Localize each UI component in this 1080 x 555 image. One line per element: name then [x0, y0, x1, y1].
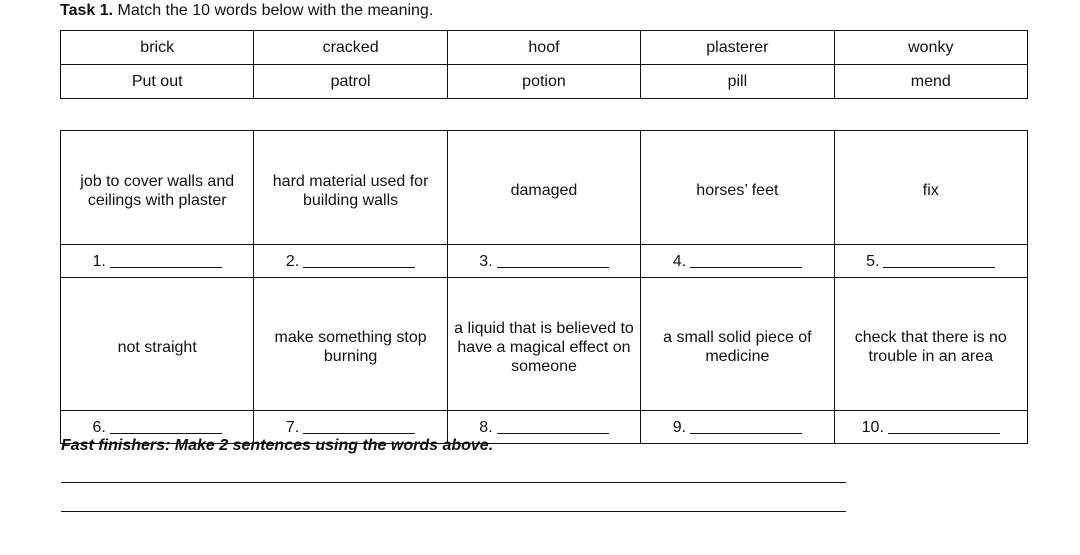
word-cell: potion — [447, 65, 640, 99]
answer-number: 8. — [479, 418, 493, 436]
meanings-table — [60, 130, 1028, 444]
answer-cell[interactable] — [641, 411, 834, 444]
answer-number: 9. — [672, 418, 687, 436]
definition-cell: job to cover walls and ceilings with plaster — [61, 131, 254, 245]
sentence-line-2[interactable] — [61, 511, 846, 512]
answer-blank[interactable] — [497, 433, 609, 434]
answer-cell[interactable] — [834, 411, 1027, 444]
word-cell: brick — [61, 31, 254, 65]
answer-number: 4. — [672, 252, 687, 270]
definition-cell: not straight — [61, 278, 254, 411]
definition-cell: damaged — [447, 131, 640, 245]
answer-cell[interactable] — [61, 245, 254, 278]
word-row — [61, 65, 1028, 99]
answer-cell[interactable] — [641, 245, 834, 278]
word-cell: pill — [641, 65, 834, 99]
answer-number: 1. — [92, 252, 106, 270]
answer-number: 3. — [479, 252, 493, 270]
task-number: Task 1. — [60, 2, 114, 19]
answer-blank[interactable] — [303, 433, 415, 434]
answer-blank[interactable] — [690, 267, 802, 268]
answer-row — [61, 245, 1028, 278]
answer-number: 2. — [285, 252, 300, 270]
answer-blank[interactable] — [110, 267, 222, 268]
answer-cell[interactable] — [447, 245, 640, 278]
definition-cell: make something stop burning — [254, 278, 447, 411]
answer-number: 5. — [866, 252, 880, 270]
answer-number: 6. — [92, 418, 106, 436]
definition-cell: horses’ feet — [641, 131, 834, 245]
word-cell: cracked — [254, 31, 447, 65]
answer-number: 7. — [285, 418, 300, 436]
answer-blank[interactable] — [303, 267, 415, 268]
definition-cell: a small solid piece of medicine — [641, 278, 834, 411]
task-title — [60, 1, 433, 21]
definition-cell: fix — [834, 131, 1027, 245]
answer-cell[interactable] — [834, 245, 1027, 278]
definition-row — [61, 131, 1028, 245]
word-row — [61, 31, 1028, 65]
answer-blank[interactable] — [690, 433, 802, 434]
answer-cell[interactable] — [254, 245, 447, 278]
definition-cell: a liquid that is believed to have a magical effect on someone — [447, 278, 640, 411]
word-bank-table — [60, 30, 1028, 99]
definition-row — [61, 278, 1028, 411]
definition-cell: check that there is no trouble in an area — [834, 278, 1027, 411]
task-instruction: Match the 10 words below with the meaning. — [117, 2, 434, 19]
answer-number: 10. — [861, 418, 884, 436]
word-cell: hoof — [447, 31, 640, 65]
word-cell: Put out — [61, 65, 254, 99]
answer-blank[interactable] — [497, 267, 609, 268]
word-cell: mend — [834, 65, 1027, 99]
definition-cell: hard material used for building walls — [254, 131, 447, 245]
word-cell: plasterer — [641, 31, 834, 65]
word-cell: patrol — [254, 65, 447, 99]
answer-blank[interactable] — [883, 267, 995, 268]
sentence-line-1[interactable] — [61, 482, 846, 483]
answer-blank[interactable] — [888, 433, 1000, 434]
answer-blank[interactable] — [110, 433, 222, 434]
fast-finishers-instruction: Fast finishers: Make 2 sentences using the words above. — [61, 437, 494, 454]
word-cell: wonky — [834, 31, 1027, 65]
